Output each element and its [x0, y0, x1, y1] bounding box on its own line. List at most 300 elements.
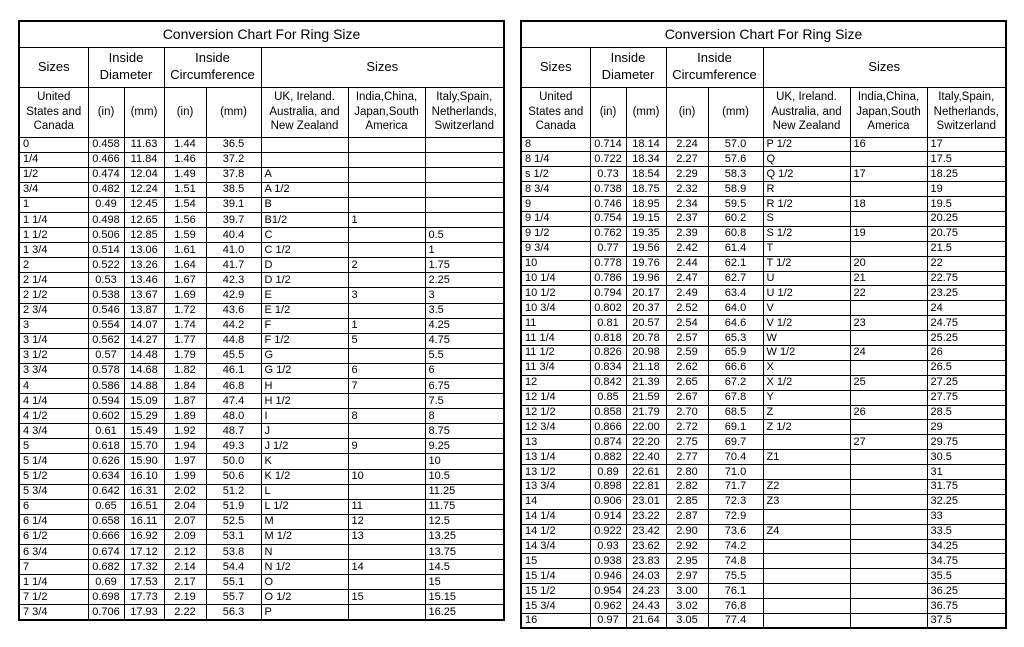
table-cell	[850, 554, 927, 569]
table-cell: D	[261, 258, 348, 273]
table-cell: 47.4	[206, 394, 261, 409]
table-cell: 66.6	[708, 360, 763, 375]
table-cell: 63.4	[708, 286, 763, 301]
table-cell: 2.22	[164, 605, 206, 620]
table-cell: Q 1/2	[763, 167, 850, 182]
table-row	[19, 379, 504, 394]
table-cell: 2.37	[666, 211, 708, 226]
table-cell: 23.42	[626, 524, 666, 539]
table-cell: 19.76	[626, 256, 666, 271]
table-cell: P 1/2	[763, 137, 850, 152]
table-cell: 1.97	[164, 454, 206, 469]
table-row	[521, 360, 1006, 375]
table-cell: s 1/2	[521, 167, 590, 182]
table-body	[521, 137, 1006, 628]
table-cell: 0	[19, 137, 88, 152]
table-cell: 20.57	[626, 316, 666, 331]
table-cell	[850, 211, 927, 226]
title-row	[19, 21, 504, 47]
table-cell: 76.8	[708, 599, 763, 614]
table-cell: 23.83	[626, 554, 666, 569]
table-cell: 0.578	[88, 363, 124, 378]
table-cell: Z1	[763, 450, 850, 465]
table-cell	[850, 599, 927, 614]
table-cell: 72.3	[708, 494, 763, 509]
table-cell: 13.75	[425, 545, 504, 560]
table-cell	[850, 360, 927, 375]
table-cell: 11.25	[425, 484, 504, 499]
table-cell: Z	[763, 405, 850, 420]
table-cell: 51.2	[206, 484, 261, 499]
table-cell	[850, 569, 927, 584]
table-cell: 71.7	[708, 479, 763, 494]
table-cell: 13 1/2	[521, 465, 590, 480]
table-cell: 3.5	[425, 303, 504, 318]
table-cell: 0.498	[88, 212, 124, 227]
table-cell: 0.522	[88, 258, 124, 273]
table-cell: 39.1	[206, 197, 261, 212]
table-cell: 4	[19, 379, 88, 394]
table-cell: 17.93	[124, 605, 164, 620]
table-row	[19, 605, 504, 620]
table-cell: 0.61	[88, 424, 124, 439]
table-cell: 13.06	[124, 243, 164, 258]
table-row	[19, 545, 504, 560]
table-cell: Y	[763, 390, 850, 405]
table-cell: 60.2	[708, 211, 763, 226]
table-cell: O	[261, 575, 348, 590]
table-cell: 0.866	[590, 420, 626, 435]
table-cell: 0.506	[88, 228, 124, 243]
table-cell: 1.77	[164, 333, 206, 348]
table-cell: 28.5	[927, 405, 1006, 420]
table-cell: 24.75	[927, 316, 1006, 331]
table-cell: 13	[348, 529, 425, 544]
table-cell: 2.54	[666, 316, 708, 331]
table-cell: 0.762	[590, 226, 626, 241]
table-cell: 14.07	[124, 318, 164, 333]
table-cell: 31.75	[927, 479, 1006, 494]
table-cell: 12.24	[124, 182, 164, 197]
table-cell	[425, 197, 504, 212]
table-cell: 23.62	[626, 539, 666, 554]
header-inside-circumference: Inside Circumference	[164, 47, 261, 87]
table-cell: 13 3/4	[521, 479, 590, 494]
table-cell: 21	[850, 271, 927, 286]
table-cell: 10 3/4	[521, 301, 590, 316]
col-circumference-mm: (mm)	[206, 87, 261, 137]
table-cell: 3	[348, 288, 425, 303]
table-row	[19, 243, 504, 258]
table-cell	[348, 137, 425, 152]
table-cell: 13.87	[124, 303, 164, 318]
table-cell: 2.92	[666, 539, 708, 554]
table-cell: 0.618	[88, 439, 124, 454]
table-cell: 15 1/2	[521, 584, 590, 599]
table-cell: 71.0	[708, 465, 763, 480]
table-cell: 42.3	[206, 273, 261, 288]
table-cell: 1.74	[164, 318, 206, 333]
table-cell: 1.44	[164, 137, 206, 152]
table-cell: 0.586	[88, 379, 124, 394]
chart-title: Conversion Chart For Ring Size	[521, 21, 1006, 47]
table-cell: 33.5	[927, 524, 1006, 539]
table-cell: 13.26	[124, 258, 164, 273]
table-cell: 14 1/4	[521, 509, 590, 524]
table-row	[19, 273, 504, 288]
table-row	[521, 271, 1006, 286]
table-cell: 10.5	[425, 469, 504, 484]
table-cell: 31	[927, 465, 1006, 480]
table-cell: F	[261, 318, 348, 333]
table-cell: 69.7	[708, 435, 763, 450]
table-cell	[850, 450, 927, 465]
table-row	[521, 301, 1006, 316]
title-row	[521, 21, 1006, 47]
table-row	[521, 554, 1006, 569]
table-cell: 0.946	[590, 569, 626, 584]
table-cell: 0.938	[590, 554, 626, 569]
table-cell: 0.65	[88, 499, 124, 514]
table-cell: 19.96	[626, 271, 666, 286]
table-cell: 76.1	[708, 584, 763, 599]
table-cell	[425, 152, 504, 167]
table-row	[521, 182, 1006, 197]
table-cell	[850, 241, 927, 256]
table-cell	[850, 182, 927, 197]
table-cell: 60.8	[708, 226, 763, 241]
table-cell: 7	[348, 379, 425, 394]
table-cell: 1.72	[164, 303, 206, 318]
table-cell	[348, 182, 425, 197]
table-cell: 13.46	[124, 273, 164, 288]
table-cell: 21.39	[626, 375, 666, 390]
table-cell: 2.47	[666, 271, 708, 286]
table-cell: 36.5	[206, 137, 261, 152]
table-cell: 70.4	[708, 450, 763, 465]
table-row	[521, 345, 1006, 360]
table-cell: 36.25	[927, 584, 1006, 599]
table-cell: 0.554	[88, 318, 124, 333]
table-cell: 6	[348, 363, 425, 378]
table-cell: 19.5	[927, 197, 1006, 212]
table-cell: 27	[850, 435, 927, 450]
table-cell: 0.658	[88, 514, 124, 529]
table-cell: 1.49	[164, 167, 206, 182]
table-cell: 16.10	[124, 469, 164, 484]
table-cell: 45.5	[206, 348, 261, 363]
table-cell: 0.81	[590, 316, 626, 331]
table-cell: 7.5	[425, 394, 504, 409]
table-cell: 37.2	[206, 152, 261, 167]
table-cell: 18.95	[626, 197, 666, 212]
table-cell: 0.858	[590, 405, 626, 420]
table-cell	[850, 584, 927, 599]
table-cell: 15.70	[124, 439, 164, 454]
table-cell: 14 1/2	[521, 524, 590, 539]
table-cell: H 1/2	[261, 394, 348, 409]
table-cell	[348, 545, 425, 560]
table-cell: 15 1/4	[521, 569, 590, 584]
table-cell: 7 1/2	[19, 590, 88, 605]
table-cell	[348, 575, 425, 590]
table-cell: 3 1/4	[19, 333, 88, 348]
table-cell: 5 1/2	[19, 469, 88, 484]
table-cell: 1.92	[164, 424, 206, 439]
table-cell: 4 3/4	[19, 424, 88, 439]
table-row	[521, 539, 1006, 554]
table-cell: V	[763, 301, 850, 316]
table-row	[521, 584, 1006, 599]
table-cell: K	[261, 454, 348, 469]
table-cell	[850, 152, 927, 167]
table-cell: 2.12	[164, 545, 206, 560]
column-header-row	[19, 87, 504, 137]
col-circumference-in: (in)	[666, 87, 708, 137]
table-cell	[261, 137, 348, 152]
table-cell: 2.39	[666, 226, 708, 241]
table-cell: 2.02	[164, 484, 206, 499]
table-row	[521, 509, 1006, 524]
table-cell: 2.49	[666, 286, 708, 301]
table-row	[19, 228, 504, 243]
table-cell: 2.95	[666, 554, 708, 569]
table-cell: 42.9	[206, 288, 261, 303]
table-row	[19, 514, 504, 529]
table-cell: 3.02	[666, 599, 708, 614]
table-cell: 1.79	[164, 348, 206, 363]
col-diameter-mm: (mm)	[626, 87, 666, 137]
table-cell: 44.2	[206, 318, 261, 333]
table-row	[521, 316, 1006, 331]
table-cell: 14	[348, 560, 425, 575]
table-cell: 14 3/4	[521, 539, 590, 554]
table-cell: 49.3	[206, 439, 261, 454]
table-cell	[850, 539, 927, 554]
table-cell: 1.46	[164, 152, 206, 167]
table-row	[521, 450, 1006, 465]
table-cell: 22.20	[626, 435, 666, 450]
table-cell: 0.514	[88, 243, 124, 258]
table-cell: 20.17	[626, 286, 666, 301]
table-cell: B1/2	[261, 212, 348, 227]
table-cell: 6	[425, 363, 504, 378]
table-cell: 46.1	[206, 363, 261, 378]
table-cell: 5 1/4	[19, 454, 88, 469]
table-cell: 1	[348, 318, 425, 333]
table-cell: U 1/2	[763, 286, 850, 301]
table-cell: 15.49	[124, 424, 164, 439]
table-cell: 2.34	[666, 197, 708, 212]
table-cell: 6 3/4	[19, 545, 88, 560]
table-cell: F 1/2	[261, 333, 348, 348]
table-cell: 3	[19, 318, 88, 333]
table-cell	[348, 454, 425, 469]
table-cell	[850, 465, 927, 480]
table-cell: M 1/2	[261, 529, 348, 544]
table-cell: 1.54	[164, 197, 206, 212]
table-cell: 1	[19, 197, 88, 212]
table-cell: 0.962	[590, 599, 626, 614]
table-cell: 12.65	[124, 212, 164, 227]
table-cell: 0.674	[88, 545, 124, 560]
table-cell: 0.474	[88, 167, 124, 182]
col-diameter-in: (in)	[88, 87, 124, 137]
table-cell: 15	[425, 575, 504, 590]
table-cell: 22	[850, 286, 927, 301]
table-cell: 15	[521, 554, 590, 569]
table-cell: 24.23	[626, 584, 666, 599]
table-cell: 22.40	[626, 450, 666, 465]
table-cell: 2.85	[666, 494, 708, 509]
table-cell: 11 3/4	[521, 360, 590, 375]
table-cell: 74.2	[708, 539, 763, 554]
table-cell: 9 3/4	[521, 241, 590, 256]
table-cell: 23	[850, 316, 927, 331]
table-cell: 12 1/2	[521, 405, 590, 420]
table-cell: G	[261, 348, 348, 363]
table-cell: 73.6	[708, 524, 763, 539]
table-row	[521, 211, 1006, 226]
table-cell: L 1/2	[261, 499, 348, 514]
table-cell: 14.48	[124, 348, 164, 363]
table-cell: 13.25	[425, 529, 504, 544]
table-cell: 72.9	[708, 509, 763, 524]
table-cell: R	[763, 182, 850, 197]
table-cell: 0.77	[590, 241, 626, 256]
table-cell: 0.466	[88, 152, 124, 167]
table-cell: 41.0	[206, 243, 261, 258]
table-cell: N 1/2	[261, 560, 348, 575]
table-cell: 64.0	[708, 301, 763, 316]
table-row	[521, 465, 1006, 480]
table-cell: 1.69	[164, 288, 206, 303]
table-cell: 0.57	[88, 348, 124, 363]
table-cell: 17.73	[124, 590, 164, 605]
ring-size-table	[520, 20, 1007, 629]
table-cell: 1.99	[164, 469, 206, 484]
table-cell: 2.67	[666, 390, 708, 405]
table-cell: 22.61	[626, 465, 666, 480]
table-cell: C 1/2	[261, 243, 348, 258]
table-cell: 0.842	[590, 375, 626, 390]
table-cell: 1 3/4	[19, 243, 88, 258]
table-cell: 1 1/2	[19, 228, 88, 243]
table-row	[19, 469, 504, 484]
table-row	[521, 197, 1006, 212]
table-cell: 3.05	[666, 614, 708, 629]
table-cell: 20.75	[927, 226, 1006, 241]
table-row	[521, 241, 1006, 256]
table-cell	[850, 390, 927, 405]
header-sizes-intl: Sizes	[261, 47, 504, 87]
table-cell: 2.77	[666, 450, 708, 465]
table-cell: 15.90	[124, 454, 164, 469]
table-cell: 3 3/4	[19, 363, 88, 378]
col-diameter-in: (in)	[590, 87, 626, 137]
table-cell: 40.4	[206, 228, 261, 243]
col-italy-spain: Italy,Spain, Netherlands, Switzerland	[927, 87, 1006, 137]
table-cell: D 1/2	[261, 273, 348, 288]
table-cell: S 1/2	[763, 226, 850, 241]
table-row	[19, 560, 504, 575]
table-cell: 17	[927, 137, 1006, 152]
table-cell: E 1/2	[261, 303, 348, 318]
table-cell: 5	[19, 439, 88, 454]
table-cell	[763, 465, 850, 480]
table-cell: 1	[348, 212, 425, 227]
table-cell: 0.754	[590, 211, 626, 226]
table-cell	[348, 348, 425, 363]
table-cell	[425, 212, 504, 227]
table-cell: 2.59	[666, 345, 708, 360]
table-cell: Z3	[763, 494, 850, 509]
table-cell	[763, 539, 850, 554]
table-cell: 11.63	[124, 137, 164, 152]
table-cell: 50.6	[206, 469, 261, 484]
table-cell	[850, 524, 927, 539]
table-cell: 26	[850, 405, 927, 420]
table-cell: 37.8	[206, 167, 261, 182]
table-cell: 15.29	[124, 409, 164, 424]
table-cell: 0.69	[88, 575, 124, 590]
table-cell: 2.75	[666, 435, 708, 450]
table-cell: T	[763, 241, 850, 256]
table-cell: 48.0	[206, 409, 261, 424]
table-row	[19, 318, 504, 333]
header-inside-diameter: Inside Diameter	[590, 47, 666, 87]
table-cell: 21.79	[626, 405, 666, 420]
table-row	[521, 614, 1006, 629]
table-cell: 18.54	[626, 167, 666, 182]
table-cell: 20.98	[626, 345, 666, 360]
table-cell: 1.61	[164, 243, 206, 258]
table-cell: 10 1/2	[521, 286, 590, 301]
table-cell: 25.25	[927, 331, 1006, 346]
table-row	[19, 409, 504, 424]
table-cell: 1.94	[164, 439, 206, 454]
table-cell: 0.698	[88, 590, 124, 605]
table-cell: 13 1/4	[521, 450, 590, 465]
table-cell: 21.64	[626, 614, 666, 629]
table-row	[19, 212, 504, 227]
table-cell: 9	[348, 439, 425, 454]
table-cell	[850, 614, 927, 629]
table-cell: 33	[927, 509, 1006, 524]
table-cell: 8	[348, 409, 425, 424]
table-cell: 11 1/2	[521, 345, 590, 360]
table-cell: 8	[425, 409, 504, 424]
table-cell: 74.8	[708, 554, 763, 569]
table-cell: 0.458	[88, 137, 124, 152]
table-cell: 2.09	[164, 529, 206, 544]
table-cell: Q	[763, 152, 850, 167]
table-row	[19, 363, 504, 378]
table-row	[521, 479, 1006, 494]
table-cell: 20.25	[927, 211, 1006, 226]
table-cell: 0.53	[88, 273, 124, 288]
table-cell: 0.954	[590, 584, 626, 599]
table-cell: L	[261, 484, 348, 499]
table-cell: 18.25	[927, 167, 1006, 182]
table-cell: 26.5	[927, 360, 1006, 375]
table-cell: 12.45	[124, 197, 164, 212]
table-cell: N	[261, 545, 348, 560]
table-cell: 12	[348, 514, 425, 529]
table-row	[19, 303, 504, 318]
table-cell: 2	[19, 258, 88, 273]
table-cell: 24.43	[626, 599, 666, 614]
